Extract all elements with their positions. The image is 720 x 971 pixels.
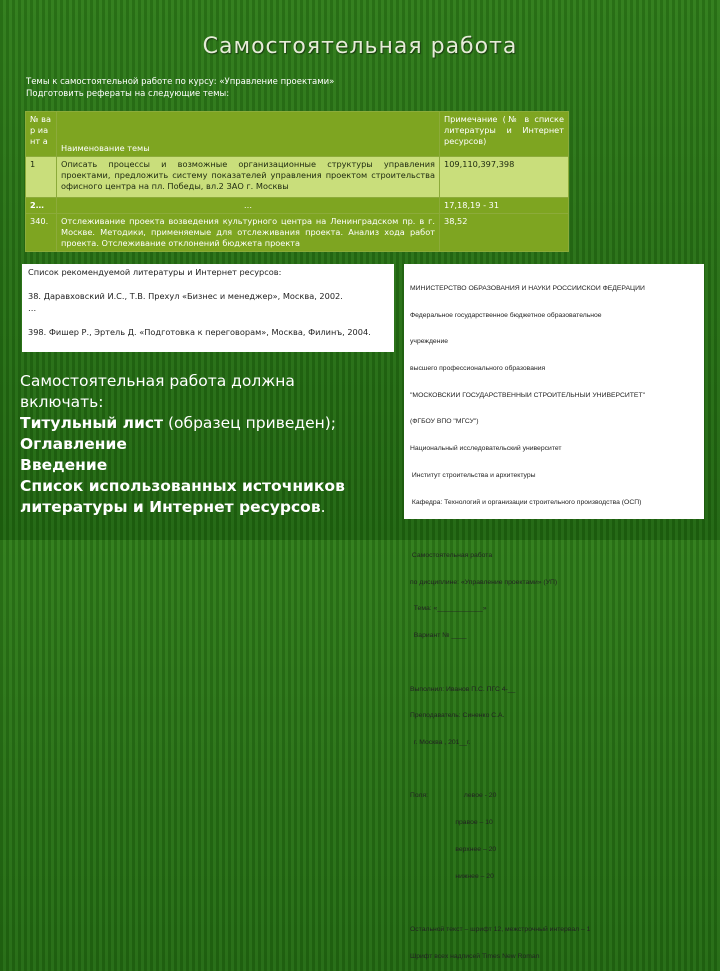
sample-line: Институт строительства и архитектуры [410,471,536,479]
requirement-sources-end: . [320,498,326,516]
row-topic: … [57,198,440,214]
sample-line: по дисциплине: «Управление проектами» (УП) [410,578,558,586]
requirements-text [20,371,400,518]
sample-line: высшего профессионального образования [410,364,546,372]
sample-line [410,525,698,534]
sample-line: верхнее – 20 [410,845,497,853]
table-row [26,157,569,198]
table-row [26,214,569,252]
header-topic-name-text: Наименование темы [61,143,150,153]
sample-line: Кафедра: Технологий и организации строительного производства (ОСП) [410,498,642,506]
sample-line: учреждение [410,338,449,346]
sample-line: Остальной текст – шрифт 12, межстрочный интервал – 1 [410,926,591,934]
row-topic: Отслеживание проекта возведения культурного центра на Ленинградском пр. в г. Москве. Методики, применяемые для отслеживания проекта. Анализ хода работ проекта. Отслеживание отклонений бюджета проекта [57,214,440,252]
requirement-sources-cont-text: литературы и Интернет ресурсов [20,498,321,516]
header-variant-number: № вар иант а [26,112,57,157]
requirement-contents: Оглавление [20,435,127,453]
header-topic-name [57,112,440,157]
sample-line: Федеральное государственное бюджетное образовательное [410,311,602,319]
literature-ellipsis: … [28,303,37,313]
sample-line: Шрифт всех надписей Times New Roman [410,952,540,960]
sample-line: "МОСКОВСКИЙ ГОСУДАРСТВЕННЫЙ СТРОИТЕЛЬНЫЙ УНИВЕРСИТЕТ" [410,391,646,399]
sample-line: Преподаватель: Синенко С.А. [410,712,505,720]
intro-line-task: Подготовить рефераты на следующие темы: [26,89,230,99]
literature-item: 398. Фишер Р., Эртель Д. «Подготовка к переговорам», Москва, Филинъ, 2004. [28,327,371,337]
requirements-intro-cont: включать: [20,393,104,411]
requirement-introduction: Введение [20,456,108,474]
sample-line: МИНИСТЕРСТВО ОБРАЗОВАНИЯ И НАУКИ РОССИЙСКОЙ ФЕДЕРАЦИИ [410,284,645,292]
sample-line: нижнее – 20 [410,872,494,880]
row-number: 1 [26,157,57,198]
requirement-title-page-label: Титульный лист [20,414,164,432]
sample-line: г. Москва , 201__г. [410,739,471,747]
sample-line: Выполнил: Иванов П.С. ПГС 4-__ [410,685,516,693]
literature-box [22,264,394,352]
sample-line [410,766,698,775]
sample-line: правое – 10 [410,819,493,827]
title-page-sample [404,264,704,960]
requirement-sources: Список использованных источников [20,477,345,495]
intro-line-course: Темы к самостоятельной работе по курсу: «Управление проектами» [26,77,335,87]
literature-heading: Список рекомендуемой литературы и Интернет ресурсов: [28,267,282,277]
sample-line [410,659,698,668]
row-note: 109,110,397,398 [440,157,569,198]
sample-line: Вариант № ____ [410,632,467,640]
topics-table [25,111,569,252]
row-note: 38,52 [440,214,569,252]
sample-line: Национальный исследовательский университет [410,445,562,453]
requirement-title-page-note: (образец приведен); [163,414,337,432]
row-number: 2… [26,198,57,214]
row-number: 340. [26,214,57,252]
requirements-intro: Самостоятельная работа должна [20,372,295,390]
table-header-row [26,112,569,157]
sample-line: (ФГБОУ ВПО "МГСУ") [410,418,479,426]
row-topic: Описать процессы и возможные организационные структуры управления проектами, предложить систему показателей управления проектом строительства офисного центра на пл. Победы, вл.2 ЗАО г. Москвы [57,157,440,198]
sample-line: Тема: «____________» [410,605,487,613]
literature-item: 38. Даравховский И.С., Т.В. Прехул «Бизнес и менеджер», Москва, 2002. [28,291,343,301]
sample-line [410,899,698,908]
sample-line: Поля: левое - 20 [410,792,497,800]
intro-text [26,76,334,100]
row-note: 17,18,19 - 31 [440,198,569,214]
table-row [26,198,569,214]
slide-title: Самостоятельная работа [202,34,518,59]
sample-line: Самостоятельная работа [410,552,493,559]
requirement-sources-cont [20,497,400,518]
header-note: Примечание (№ в списке литературы и Интернет ресурсов) [440,112,569,157]
requirement-title-page [20,413,400,434]
